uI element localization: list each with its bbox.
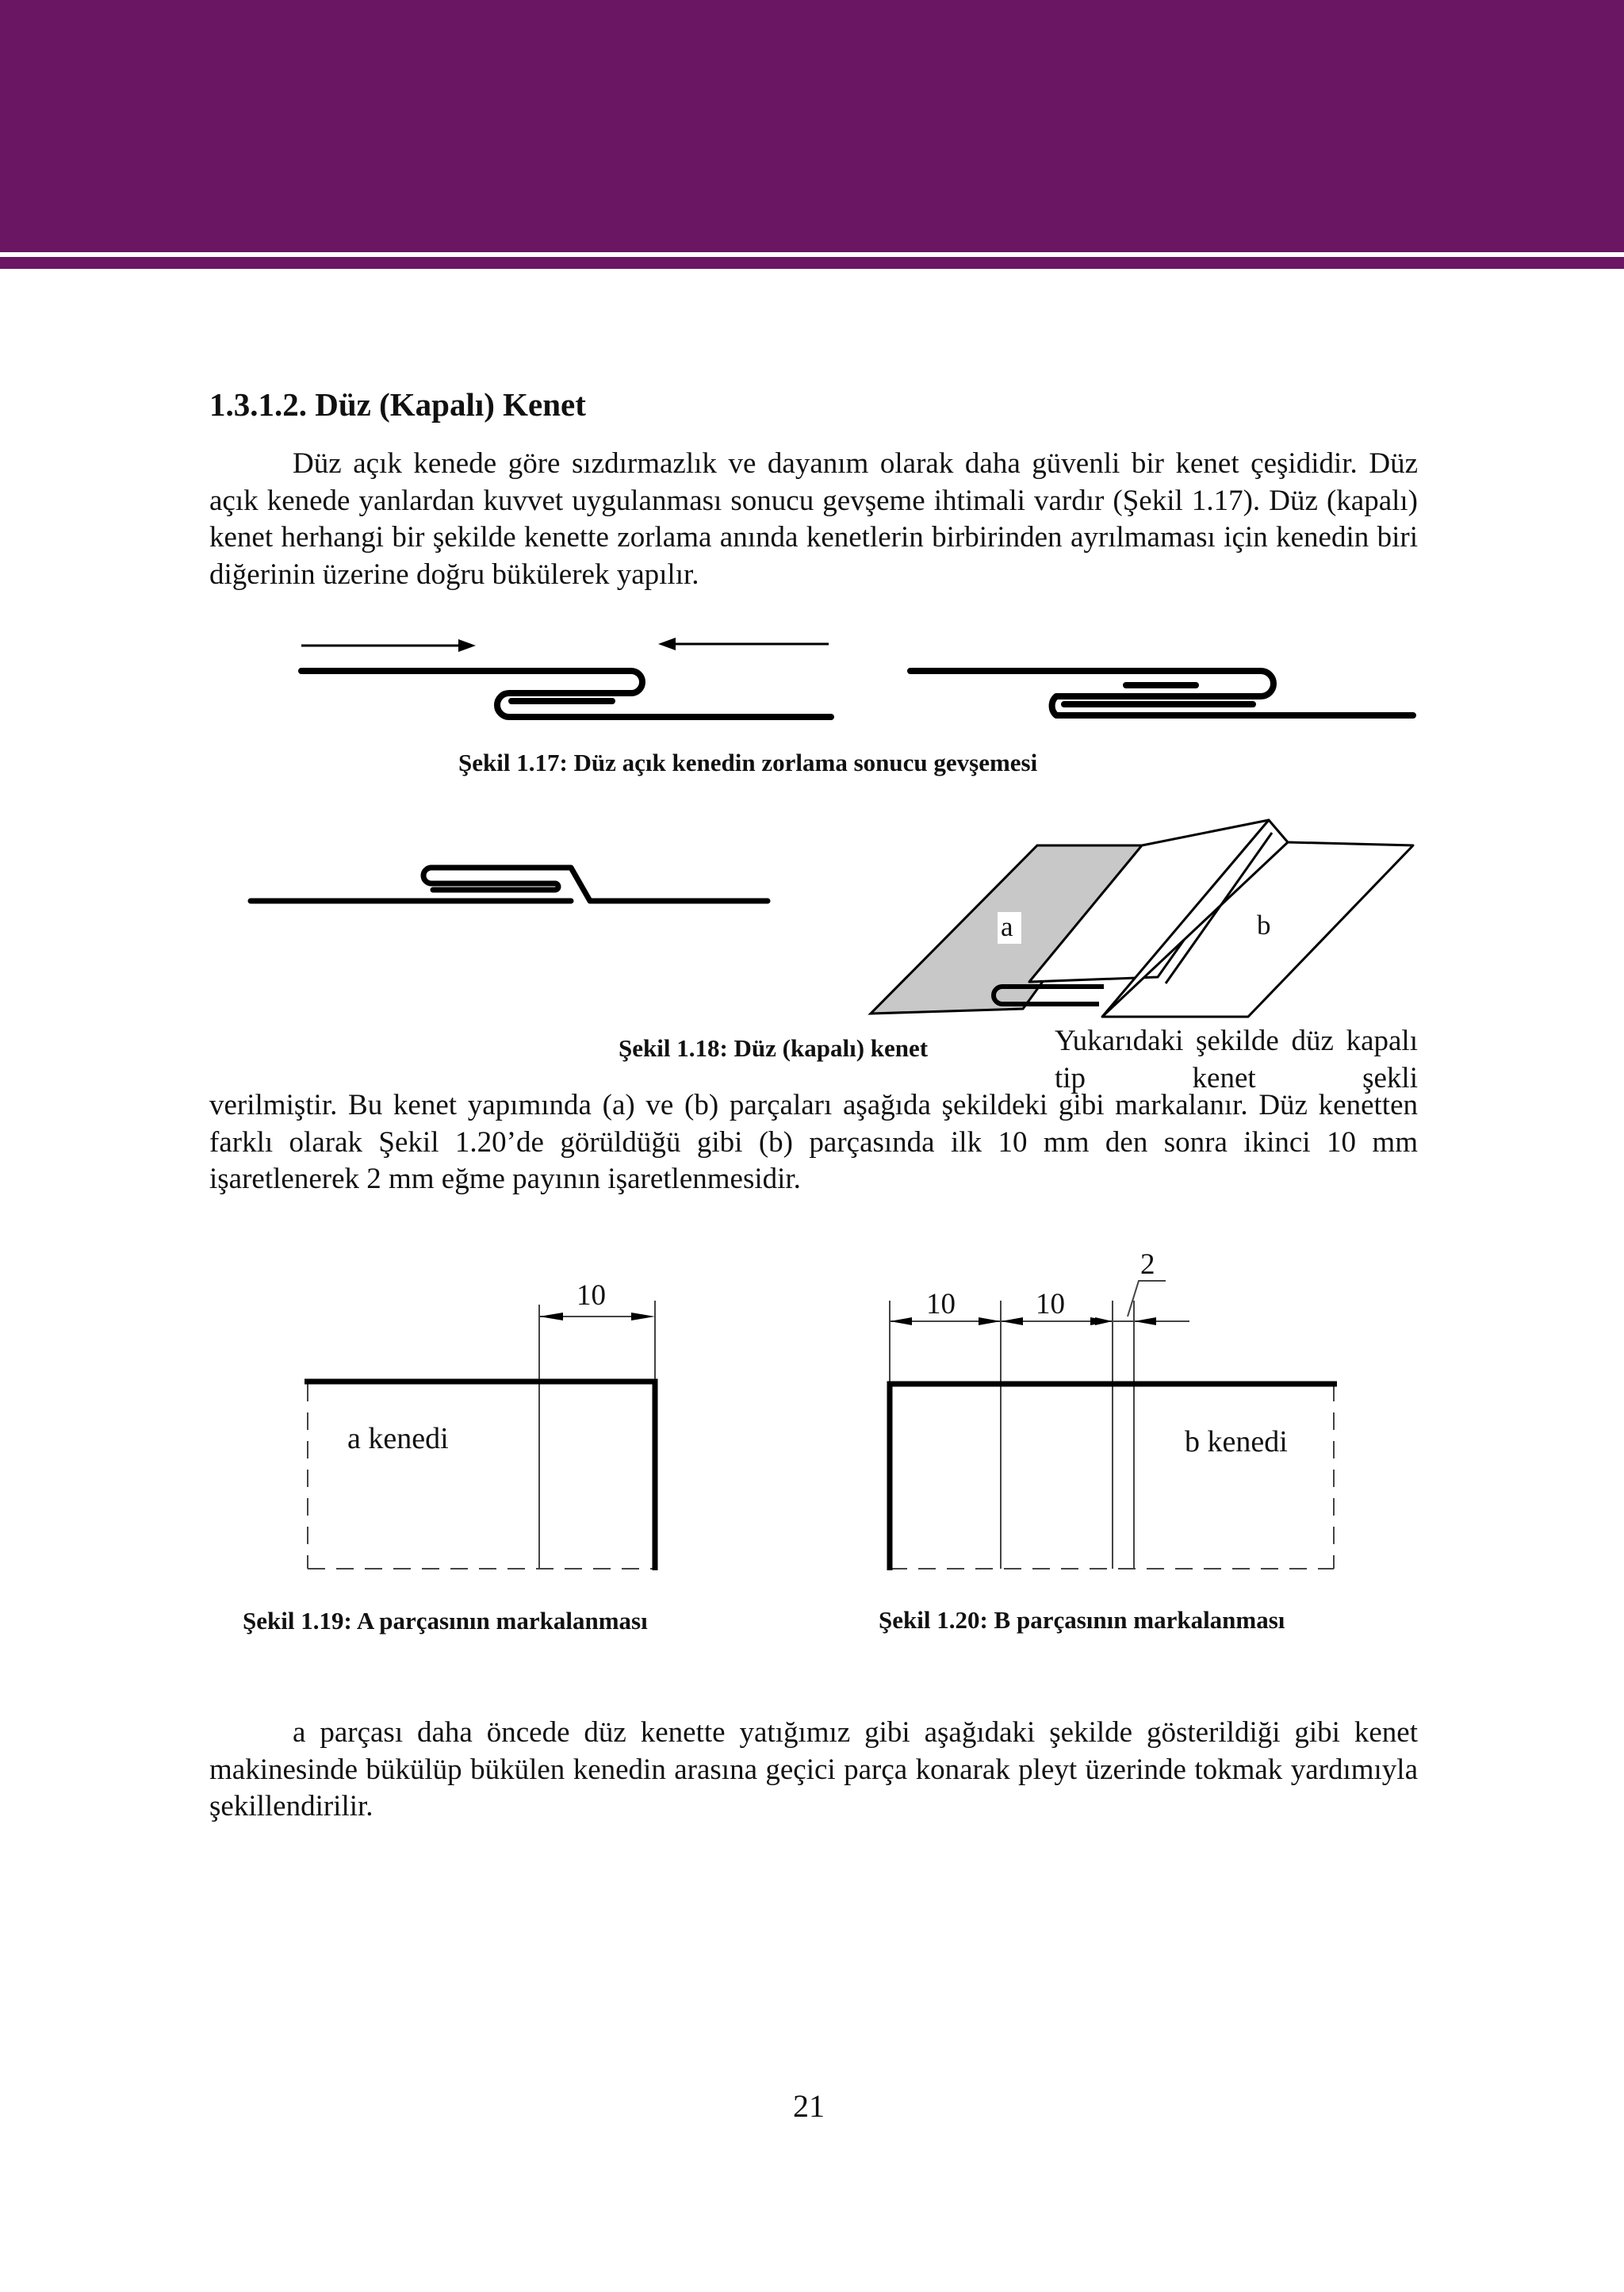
figure-1-20 — [872, 1241, 1348, 1574]
figure-1-18-3d — [864, 817, 1419, 1023]
dim1-arrow-left-icon — [890, 1317, 912, 1325]
dim-arrow-right-icon — [631, 1313, 655, 1320]
a-kenedi-label: a kenedi — [347, 1422, 449, 1455]
figure-1-18-caption: Şekil 1.18: Düz (kapalı) kenet — [619, 1034, 929, 1062]
b-kenedi-label: b kenedi — [1185, 1425, 1288, 1458]
dim2-10: 10 — [1036, 1288, 1065, 1320]
label-b: b — [1257, 910, 1271, 941]
figure-1-17-caption: Şekil 1.17: Düz açık kenedin zorlama sonucu gevşemesi — [458, 749, 1038, 776]
paragraph-1: Düz açık kenede göre sızdırmazlık ve dayanım olarak daha güvenli bir kenet çeşididir. Düz açık kenede yanlardan kuvvet uygulanması sonucu gevşeme ihtimali vardır (Şekil 1.17). Düz (kapalı) kenet herhangi bir şekilde kenette zorlama anında kenetlerin birbirinden ayrılmaması için kenedin biri diğerinin üzerine doğru bükülerek yapılır. — [209, 447, 1418, 591]
figure-1-18-profile — [238, 849, 793, 920]
fig17-right-seam — [910, 671, 1413, 715]
paragraph-2-intro: Yukarıdaki şekilde düz kapalı tip kenet şekli — [1055, 1025, 1418, 1094]
dim-10: 10 — [576, 1279, 606, 1312]
fig17-left-seam — [301, 671, 831, 717]
header-band — [0, 0, 1624, 252]
dim3-arrow-right-icon — [1134, 1317, 1156, 1325]
header-rule — [0, 257, 1624, 269]
dim1-arrow-right-icon — [979, 1317, 1001, 1325]
dim2-arrow-left-icon — [1001, 1317, 1023, 1325]
figure-1-19 — [293, 1273, 666, 1574]
arrow-right-icon — [301, 639, 476, 652]
paragraph-3: a parçası daha öncede düz kenette yatığımız gibi aşağıdaki şekilde gösterildiği gibi kenet makinesinde bükülüp bükülen kenedin arasına geçici parça konarak pleyt üzerinde tokmak yardımıyla şekillendirilir. — [209, 1716, 1418, 1822]
figure-1-17 — [285, 627, 1427, 730]
dim3-arrow-left-icon — [1095, 1317, 1113, 1325]
label-a: a — [1001, 911, 1013, 942]
dim1-10: 10 — [926, 1288, 956, 1320]
figure-1-20-caption: Şekil 1.20: B parçasının markalanması — [879, 1606, 1285, 1634]
dim3-2: 2 — [1140, 1248, 1155, 1281]
figure-1-19-caption: Şekil 1.19: A parçasının markalanması — [243, 1607, 648, 1635]
paragraph-2: verilmiştir. Bu kenet yapımında (a) ve (b) parçaları aşağıda şekildeki gibi markalanır. Düz kenetten farklı olarak Şekil 1.20’de görüldüğü gibi (b) parçasında ilk 10 mm den sonra ikinci 10 mm işaretlenerek 2 mm eğme payının işaretlenmesidir. — [209, 1089, 1418, 1195]
section-heading: 1.3.1.2. Düz (Kapalı) Kenet — [209, 386, 586, 423]
page-number: 21 — [793, 2088, 825, 2124]
dim-arrow-left-icon — [539, 1313, 563, 1320]
arrow-left-icon — [658, 638, 829, 650]
